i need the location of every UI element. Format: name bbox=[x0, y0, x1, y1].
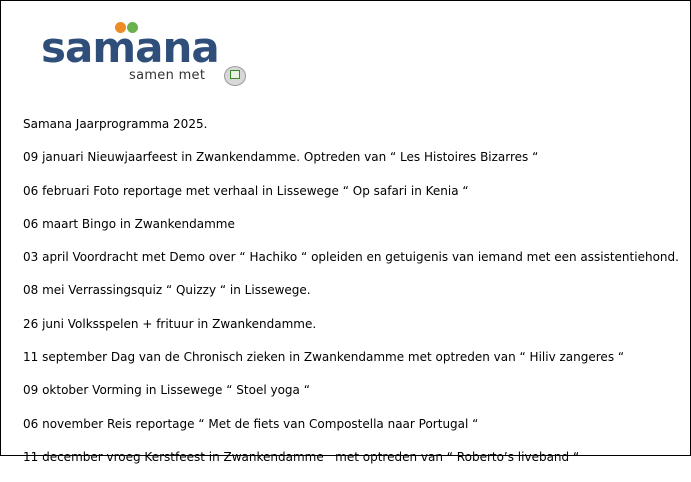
event-line: 11 december vroeg Kerstfeest in Zwankendamme met optreden van “ Roberto’s liveband “ bbox=[23, 449, 580, 464]
logo-wordmark: samana bbox=[41, 23, 219, 72]
event-line: 06 november Reis reportage “ Met de fiets van Compostella naar Portugal “ bbox=[23, 416, 479, 431]
event-line: 06 maart Bingo in Zwankendamme bbox=[23, 216, 235, 231]
event-line: 09 oktober Vorming in Lissewege “ Stoel yoga “ bbox=[23, 383, 310, 398]
program-content bbox=[23, 116, 683, 482]
event-line: 11 september Dag van de Chronisch zieken in Zwankendamme met optreden van “ Hiliv zangeres “ bbox=[23, 350, 625, 365]
logo-tagline: samen met bbox=[129, 68, 206, 83]
event-line: 09 januari Nieuwjaarfeest in Zwankendamme. Optreden van “ Les Histoires Bizarres “ bbox=[23, 150, 539, 165]
event-line: 26 juni Volksspelen + frituur in Zwankendamme. bbox=[23, 316, 317, 331]
event-line: 08 mei Verrassingsquiz “ Quizzy “ in Lissewege. bbox=[23, 283, 311, 298]
partner-logo-icon bbox=[224, 66, 246, 86]
document-title: Samana Jaarprogramma 2025. bbox=[23, 117, 208, 131]
partner-mark-icon bbox=[230, 70, 240, 79]
samana-logo bbox=[41, 21, 256, 89]
event-line: 06 februari Foto reportage met verhaal in Lissewege “ Op safari in Kenia “ bbox=[23, 183, 469, 198]
event-line: 03 april Voordracht met Demo over “ Hachiko “ opleiden en getuigenis van iemand met een assistentiehond. bbox=[23, 250, 679, 265]
